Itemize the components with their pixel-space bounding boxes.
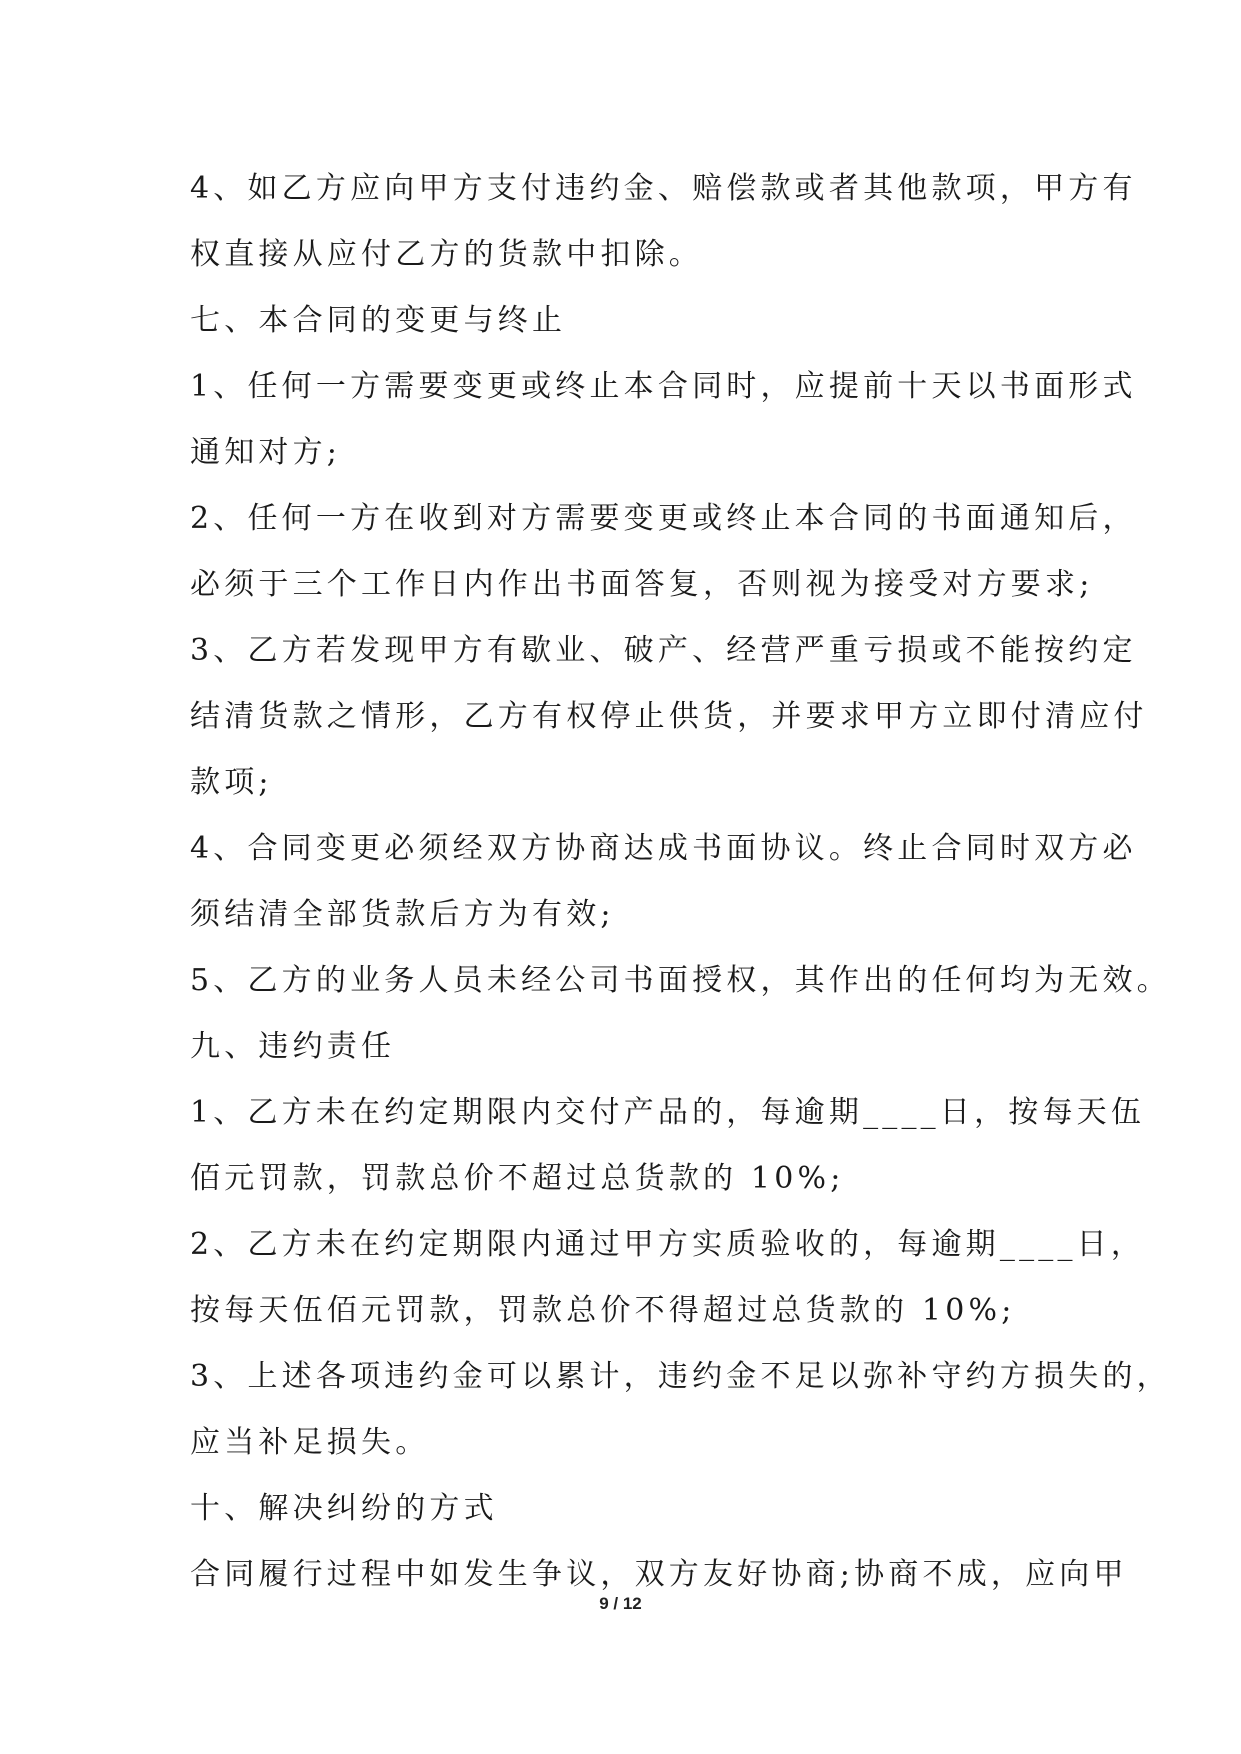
text-line: 4、如乙方应向甲方支付违约金、赔偿款或者其他款项，甲方有 xyxy=(190,171,1137,206)
text-line: 通知对方; xyxy=(190,435,342,470)
text-line: 权直接从应付乙方的货款中扣除。 xyxy=(190,237,703,272)
text-line: 款项; xyxy=(190,765,273,800)
section-heading: 九、违约责任 xyxy=(190,1029,396,1064)
text-line: 必须于三个工作日内作出书面答复，否则视为接受对方要求; xyxy=(190,567,1094,602)
text-line: 应当补足损失。 xyxy=(190,1425,430,1460)
text-line: 2、乙方未在约定期限内通过甲方实质验收的，每逾期____日， xyxy=(190,1227,1146,1262)
text-line: 1、任何一方需要变更或终止本合同时，应提前十天以书面形式 xyxy=(190,369,1137,404)
text-line: 须结清全部货款后方为有效; xyxy=(190,897,615,932)
page-number: 9 / 12 xyxy=(599,1594,642,1613)
text-line: 5、乙方的业务人员未经公司书面授权，其作出的任何均为无效。 xyxy=(190,963,1171,998)
section-heading: 七、本合同的变更与终止 xyxy=(190,303,567,338)
section-heading: 十、解决纠纷的方式 xyxy=(190,1491,498,1526)
text-line: 3、乙方若发现甲方有歇业、破产、经营严重亏损或不能按约定 xyxy=(190,633,1137,668)
text-line: 按每天伍佰元罚款，罚款总价不得超过总货款的 10%; xyxy=(190,1293,1016,1328)
document-body xyxy=(190,156,1171,1608)
text-line: 结清货款之情形，乙方有权停止供货，并要求甲方立即付清应付 xyxy=(190,699,1148,734)
text-line: 4、合同变更必须经双方协商达成书面协议。终止合同时双方必 xyxy=(190,831,1137,866)
text-line: 2、任何一方在收到对方需要变更或终止本合同的书面通知后， xyxy=(190,501,1137,536)
text-line: 佰元罚款，罚款总价不超过总货款的 10%; xyxy=(190,1161,845,1196)
text-line: 3、上述各项违约金可以累计，违约金不足以弥补守约方损失的， xyxy=(190,1359,1171,1394)
text-line: 1、乙方未在约定期限内交付产品的，每逾期____日，按每天伍 xyxy=(190,1095,1146,1130)
text-line: 合同履行过程中如发生争议，双方友好协商;协商不成，应向甲 xyxy=(190,1557,1128,1592)
